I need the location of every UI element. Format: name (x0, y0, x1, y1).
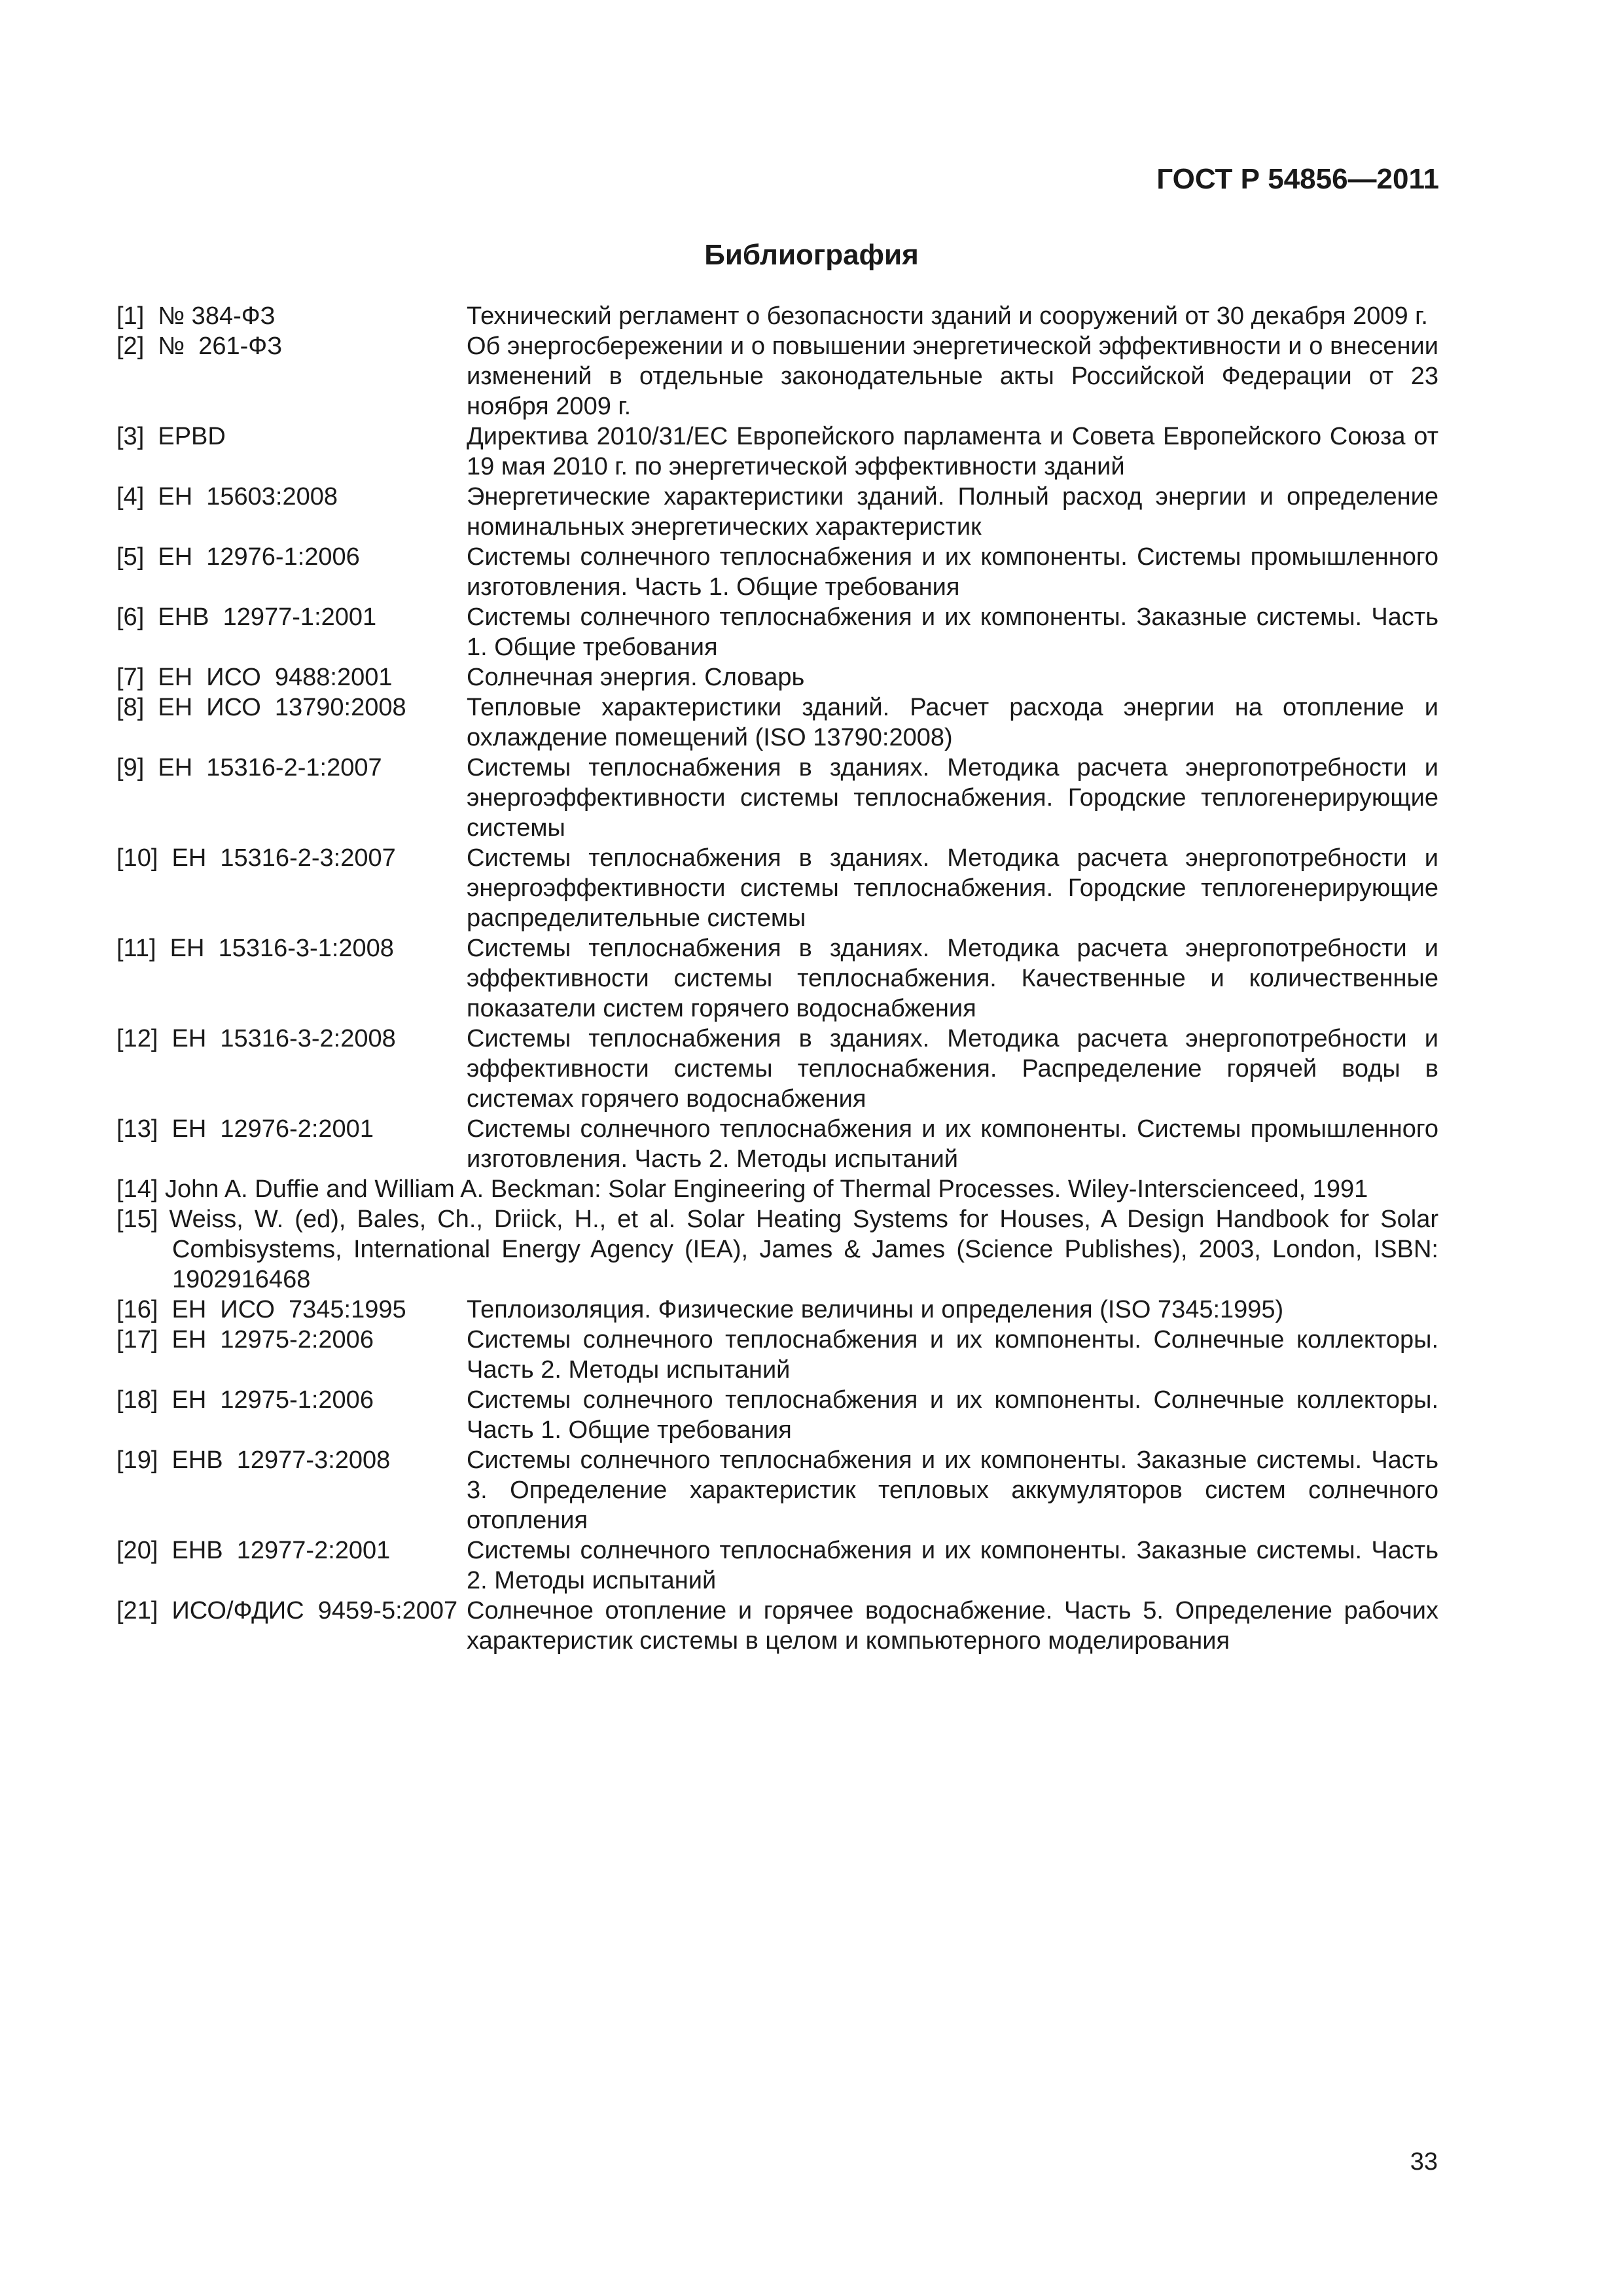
bibliography-entry-full (116, 1204, 1438, 1295)
entry-description: Системы теплоснабжения в зданиях. Методика расчета энергопотребности и энергоэффективности системы теплоснабжения. Городские теплогенерирующие распределительные системы (467, 844, 1438, 932)
entry-description: Теплоизоляция. Физические величины и определения (ISO 7345:1995) (467, 1296, 1284, 1323)
bibliography-entry (116, 1445, 1438, 1535)
entry-description: Системы солнечного теплоснабжения и их компоненты. Солнечные коллекторы. Часть 2. Методы испытаний (467, 1326, 1438, 1384)
bibliography-entry (116, 542, 1438, 602)
entry-reference: [1] № 384-ФЗ (116, 302, 276, 330)
entry-description: Тепловые характеристики зданий. Расчет расхода энергии на отопление и охлаждение помещений (ISO 13790:2008) (467, 694, 1438, 751)
entry-reference: [3] EPBD (116, 423, 226, 450)
bibliography-entry (116, 1535, 1438, 1596)
bibliography-entry (116, 1385, 1438, 1445)
bibliography-entry (116, 301, 1438, 331)
entry-description: Системы солнечного теплоснабжения и их компоненты. Системы промышленного изготовления. Часть 1. Общие требования (467, 543, 1438, 601)
entry-description: Системы солнечного теплоснабжения и их компоненты. Системы промышленного изготовления. Часть 2. Методы испытаний (467, 1115, 1438, 1173)
bibliography-entry-full (116, 1174, 1438, 1204)
entry-reference: [12] ЕН 15316-3-2:2008 (116, 1025, 396, 1052)
entry-reference: [7] ЕН ИСО 9488:2001 (116, 664, 393, 691)
entry-reference: [19] ЕНВ 12977-3:2008 (116, 1446, 391, 1474)
entry-number: [14] (116, 1175, 165, 1203)
entry-description: Об энергосбережении и о повышении энергетической эффективности и о внесении изменений в отдельные законодательные акты Российской Федерации от 23 ноября 2009 г. (467, 332, 1438, 420)
bibliography-entry (116, 933, 1438, 1024)
entry-description: Системы солнечного теплоснабжения и их компоненты. Заказные системы. Часть 2. Методы испытаний (467, 1537, 1438, 1594)
entry-text: Weiss, W. (ed), Bales, Ch., Driick, H., et al. Solar Heating Systems for Houses, A Design Handbook for Solar Combisystems, International Energy Agency (IEA), James & James (Science Publishes), 2003, London, ISBN: 1902916468 (169, 1206, 1438, 1293)
entry-description: Системы теплоснабжения в зданиях. Методика расчета энергопотребности и эффективности системы теплоснабжения. Распределение горячей воды в системах горячего водоснабжения (467, 1025, 1438, 1113)
entry-reference: [8] ЕН ИСО 13790:2008 (116, 694, 406, 721)
entry-reference: [20] ЕНВ 12977-2:2001 (116, 1537, 391, 1564)
entry-reference: [4] ЕН 15603:2008 (116, 483, 338, 511)
entry-reference: [18] ЕН 12975-1:2006 (116, 1386, 374, 1414)
entry-reference: [17] ЕН 12975-2:2006 (116, 1326, 374, 1354)
entry-description: Солнечная энергия. Словарь (467, 664, 805, 691)
bibliography-entry (116, 843, 1438, 933)
bibliography-entry (116, 1325, 1438, 1385)
bibliography-entry (116, 1596, 1438, 1656)
entry-reference: [13] ЕН 12976-2:2001 (116, 1115, 374, 1143)
document-code: ГОСТ Р 54856—2011 (1156, 163, 1439, 195)
bibliography-entry (116, 482, 1438, 542)
entry-reference: [10] ЕН 15316-2-3:2007 (116, 844, 396, 872)
bibliography-entry (116, 753, 1438, 843)
entry-description: Системы солнечного теплоснабжения и их компоненты. Заказные системы. Часть 1. Общие требования (467, 603, 1438, 661)
bibliography-entry (116, 662, 1438, 692)
entry-number: [15] (116, 1206, 169, 1233)
entry-reference: [2] № 261-ФЗ (116, 332, 283, 360)
entry-reference: [9] ЕН 15316-2-1:2007 (116, 754, 382, 781)
entry-description: Системы солнечного теплоснабжения и их компоненты. Заказные системы. Часть 3. Определение характеристик тепловых аккумуляторов систем солнечного отопления (467, 1446, 1438, 1534)
bibliography-entry (116, 1295, 1438, 1325)
entry-description: Системы теплоснабжения в зданиях. Методика расчета энергопотребности и энергоэффективности системы теплоснабжения. Городские теплогенерирующие системы (467, 754, 1438, 842)
bibliography-list (116, 301, 1438, 1656)
entry-description: Энергетические характеристики зданий. Полный расход энергии и определение номинальных энергетических характеристик (467, 483, 1438, 541)
bibliography-entry (116, 692, 1438, 753)
bibliography-title: Библиография (704, 239, 919, 271)
bibliography-entry (116, 1114, 1438, 1174)
bibliography-entry (116, 331, 1438, 422)
page-number: 33 (1410, 2148, 1438, 2176)
entry-reference: [11] ЕН 15316-3-1:2008 (116, 935, 394, 962)
entry-reference: [5] ЕН 12976-1:2006 (116, 543, 360, 571)
entry-description: Технический регламент о безопасности зданий и сооружений от 30 декабря 2009 г. (467, 302, 1428, 330)
entry-text: John A. Duffie and William A. Beckman: Solar Engineering of Thermal Processes. Wiley-Interscienceed, 1991 (164, 1175, 1368, 1203)
entry-description: Системы солнечного теплоснабжения и их компоненты. Солнечные коллекторы. Часть 1. Общие требования (467, 1386, 1438, 1444)
entry-description: Солнечное отопление и горячее водоснабжение. Часть 5. Определение рабочих характеристик системы в целом и компьютерного моделирования (467, 1597, 1438, 1655)
entry-description: Системы теплоснабжения в зданиях. Методика расчета энергопотребности и эффективности системы теплоснабжения. Качественные и количественные показатели систем горячего водоснабжения (467, 935, 1438, 1022)
entry-description: Директива 2010/31/EC Европейского парламента и Совета Европейского Союза от 19 мая 2010 г. по энергетической эффективности зданий (467, 423, 1438, 480)
entry-reference: [21] ИСО/ФДИС 9459-5:2007 (116, 1597, 458, 1624)
entry-reference: [6] ЕНВ 12977-1:2001 (116, 603, 377, 631)
bibliography-entry (116, 422, 1438, 482)
entry-reference: [16] ЕН ИСО 7345:1995 (116, 1296, 406, 1323)
bibliography-entry (116, 602, 1438, 662)
bibliography-entry (116, 1024, 1438, 1114)
